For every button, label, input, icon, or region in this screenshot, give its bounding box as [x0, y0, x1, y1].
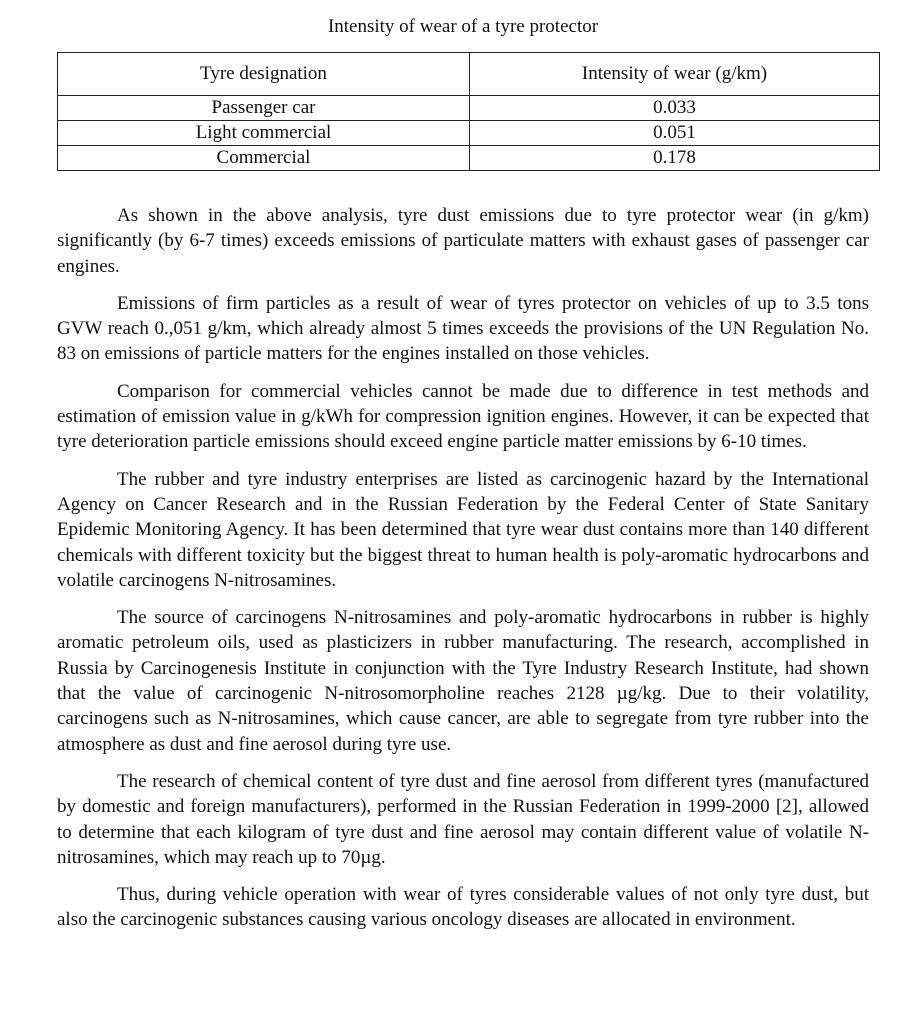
paragraph: Thus, during vehicle operation with wear of tyres considerable values of not only tyre dust, but also the carcinogenic substances causing various oncology diseases are allocated in environment.: [57, 884, 869, 931]
paragraph: The source of carcinogens N-nitrosamines and poly-aromatic hydrocarbons in rubber is highly aromatic petroleum oils, used as plasticizers in rubber manufacturing. The research, accomplished in Russia by Carcinogenesis Institute in conjunction with the Tyre Industry Research Institute, had shown that the value of carcinogenic N-nitrosomorpholine reaches 2128 µg/kg. Due to their volatility, carcinogens such as N-nitrosamines, which cause cancer, are able to segregate from tyre rubber into the atmosphere as dust and fine aerosol during tyre use.: [57, 607, 869, 755]
table-cell-designation: Light commercial: [58, 121, 470, 146]
body-text: [57, 203, 869, 945]
paragraph: Emissions of firm particles as a result of wear of tyres protector on vehicles of up to 3.5 tons GVW reach 0.,051 g/km, which already almost 5 times exceeds the provisions of the UN Regulation No. 83 on emissions of particle matters for the engines installed on those vehicles.: [57, 292, 869, 365]
column-header-intensity-of-wear: Intensity of wear (g/km): [470, 53, 880, 96]
table-cell-intensity: 0.033: [470, 96, 880, 121]
table-cell-intensity: 0.178: [470, 146, 880, 171]
table-cell-intensity: 0.051: [470, 121, 880, 146]
paragraph: As shown in the above analysis, tyre dust emissions due to tyre protector wear (in g/km) significantly (by 6-7 times) exceeds emissions of particulate matters with exhaust gases of passenger car engines.: [57, 205, 869, 277]
table-cell-designation: Commercial: [58, 146, 470, 171]
document-page: [57, 0, 869, 931]
paragraph: The research of chemical content of tyre dust and fine aerosol from different tyres (manufactured by domestic and foreign manufacturers), performed in the Russian Federation in 1999-2000 [2], allowed to determine that each kilogram of tyre dust and fine aerosol may contain different value of volatile N-nitrosamines, which may reach up to 70µg.: [57, 770, 869, 868]
table-row: [58, 146, 880, 171]
paragraph: Comparison for commercial vehicles cannot be made due to difference in test methods and estimation of emission value in g/kWh for compression ignition engines. However, it can be expected that tyre deterioration particle emissions should exceed engine particle matter emissions by 6-10 times.: [57, 380, 869, 453]
column-header-tyre-designation: Tyre designation: [58, 53, 470, 96]
table-cell-designation: Passenger car: [58, 96, 470, 121]
table-header-row: [58, 53, 880, 96]
table-row: [58, 121, 880, 146]
wear-intensity-table: [57, 52, 880, 171]
paragraph: The rubber and tyre industry enterprises are listed as carcinogenic hazard by the International Agency on Cancer Research and in the Russian Federation by the Federal Center of State Sanitary Epidemic Monitoring Agency. It has been determined that tyre wear dust contains more than 140 different chemicals with different toxicity but the biggest threat to human health is poly-aromatic hydrocarbons and volatile carcinogens N-nitrosamines.: [57, 468, 869, 591]
table-title: Intensity of wear of a tyre protector: [327, 16, 599, 37]
table-row: [58, 96, 880, 121]
